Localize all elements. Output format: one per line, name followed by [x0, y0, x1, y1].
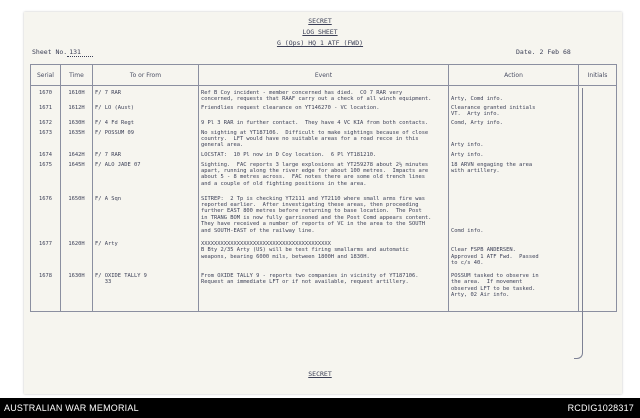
row-time: 1610H	[61, 86, 93, 104]
table-row	[31, 119, 617, 129]
row-to-from: F/ Arty	[93, 235, 199, 268]
col-initials: Initials	[579, 65, 617, 86]
row-time: 1645H	[61, 161, 93, 191]
row-to-from: F/ LO (Aust)	[93, 104, 199, 119]
archive-name: AUSTRALIAN WAR MEMORIAL	[4, 403, 139, 413]
row-serial: 1676	[31, 191, 61, 235]
row-initials	[579, 151, 617, 161]
row-action: Arty, Comd info.	[449, 86, 579, 104]
table-row	[31, 86, 617, 104]
row-initials	[579, 104, 617, 119]
row-serial: 1677	[31, 235, 61, 268]
log-table	[30, 64, 617, 312]
row-action: Clear FSPB ANDERSEN. Approved 1 ATF Fwd. Passed to c/s 40.	[449, 235, 579, 268]
classification-top: SECRET	[308, 17, 332, 25]
row-action: 18 ARVN engaging the area with artillery.	[449, 161, 579, 191]
row-serial: 1673	[31, 129, 61, 151]
row-action: Comd info.	[449, 191, 579, 235]
row-serial: 1672	[31, 119, 61, 129]
classification-bottom: SECRET	[308, 370, 332, 378]
col-time: Time	[61, 65, 93, 86]
row-initials	[579, 119, 617, 129]
row-event: 9 Pl 3 RAR in further contact. They have 4 VC KIA from both contacts.	[199, 119, 449, 129]
row-initials	[579, 86, 617, 104]
table-row	[31, 129, 617, 151]
row-time: 1630H	[61, 119, 93, 129]
row-initials	[579, 235, 617, 268]
row-time: 1612H	[61, 104, 93, 119]
row-to-from: F/ POSSUM 09	[93, 129, 199, 151]
row-initials	[579, 129, 617, 151]
col-to-from: To or From	[93, 65, 199, 86]
row-to-from: F/ 7 RAR	[93, 151, 199, 161]
row-event: No sighting at YT187106. Difficult to make sightings because of close country. LFT would have no suitable areas for a road recce in this general area.	[199, 129, 449, 151]
sheet-number-label: Sheet No.	[32, 48, 68, 56]
archive-footer-bar	[0, 398, 640, 418]
row-event: XXXXXXXXXXXXXXXXXXXXXXXXXXXXXXXXXXXXXXXX B Bty 2/35 Arty (US) will be test firing smallarms and automatic weapons, bearing 6000 mils, between 1800H and 1830H.	[199, 235, 449, 268]
row-action: POSSUM tasked to observe in the area. If movement observed LFT to be tasked. Arty, 02 Air info.	[449, 268, 579, 312]
row-action: Clearance granted initials VT. Arty info.	[449, 104, 579, 119]
sheet-date-value: 2 Feb 68	[539, 48, 571, 56]
row-to-from: F/ 4 Fd Regt	[93, 119, 199, 129]
table-row	[31, 235, 617, 268]
table-row	[31, 268, 617, 312]
row-initials	[579, 268, 617, 312]
row-serial: 1674	[31, 151, 61, 161]
row-to-from: F/ ALO JADE 07	[93, 161, 199, 191]
sheet-number-value: 131	[67, 48, 93, 57]
row-event: Friendlies request clearance on YT146270 - VC location.	[199, 104, 449, 119]
row-initials	[579, 191, 617, 235]
unit-heading: G (Ops) HQ 1 ATF (FWD)	[276, 39, 364, 47]
sheet-title: LOG SHEET	[302, 28, 338, 36]
table-row	[31, 161, 617, 191]
row-time: 1620H	[61, 235, 93, 268]
table-row	[31, 191, 617, 235]
archive-reference: RCDIG1028317	[567, 403, 634, 413]
row-time: 1642H	[61, 151, 93, 161]
row-serial: 1670	[31, 86, 61, 104]
row-time: 1630H	[61, 268, 93, 312]
row-event: Ref B Coy incident - member concerned has died. CO 7 RAR very concerned, requests that RAAF carry out a check of all winch equipment.	[199, 86, 449, 104]
row-action: Comd, Arty info.	[449, 119, 579, 129]
row-serial: 1675	[31, 161, 61, 191]
row-serial: 1678	[31, 268, 61, 312]
row-serial: 1671	[31, 104, 61, 119]
row-event: SITREP: 2 Tp is checking YT2111 and YT2110 where small arms fire was reported earlier. After investigating these areas, then proceeding further EAST 800 metres before returning to base location. The Post in TRANG BOM is now fully garrisoned and the Post Comd appears content. They have received a number of reports of VC in the area to the SOUTH and SOUTH-EAST of the railway line.	[199, 191, 449, 235]
row-action: Arty info.	[449, 151, 579, 161]
col-event: Event	[199, 65, 449, 86]
sheet-date-label: Date.	[516, 48, 536, 56]
sheet-date	[516, 48, 571, 56]
table-row	[31, 151, 617, 161]
row-time: 1650H	[61, 191, 93, 235]
row-initials	[579, 161, 617, 191]
table-row	[31, 104, 617, 119]
row-event: LOCSTAT: 10 Pl now in D Coy location. 6 Pl YT181210.	[199, 151, 449, 161]
row-event: Sighting. FAC reports 3 large explosions at YT259278 about 2½ minutes apart, running along the river edge for about 100 metres. Impacts are about 5 - 8 metres across. FAC notes there are some old trench lines and a couple of old fighting positions in the area.	[199, 161, 449, 191]
row-event: From OXIDE TALLY 9 - reports two companies in vicinity of YT187106. Request an immediate LFT or if not available, request artillery.	[199, 268, 449, 312]
col-serial: Serial	[31, 65, 61, 86]
initials-ink-line	[574, 88, 583, 359]
row-to-from: F/ 7 RAR	[93, 86, 199, 104]
row-action: Arty info.	[449, 129, 579, 151]
col-action: Action	[449, 65, 579, 86]
sheet-number	[32, 48, 93, 56]
row-to-from: F/ OXIDE TALLY 9 33	[93, 268, 199, 312]
row-time: 1635H	[61, 129, 93, 151]
table-header-row	[31, 65, 617, 86]
row-to-from: F/ A Sqn	[93, 191, 199, 235]
